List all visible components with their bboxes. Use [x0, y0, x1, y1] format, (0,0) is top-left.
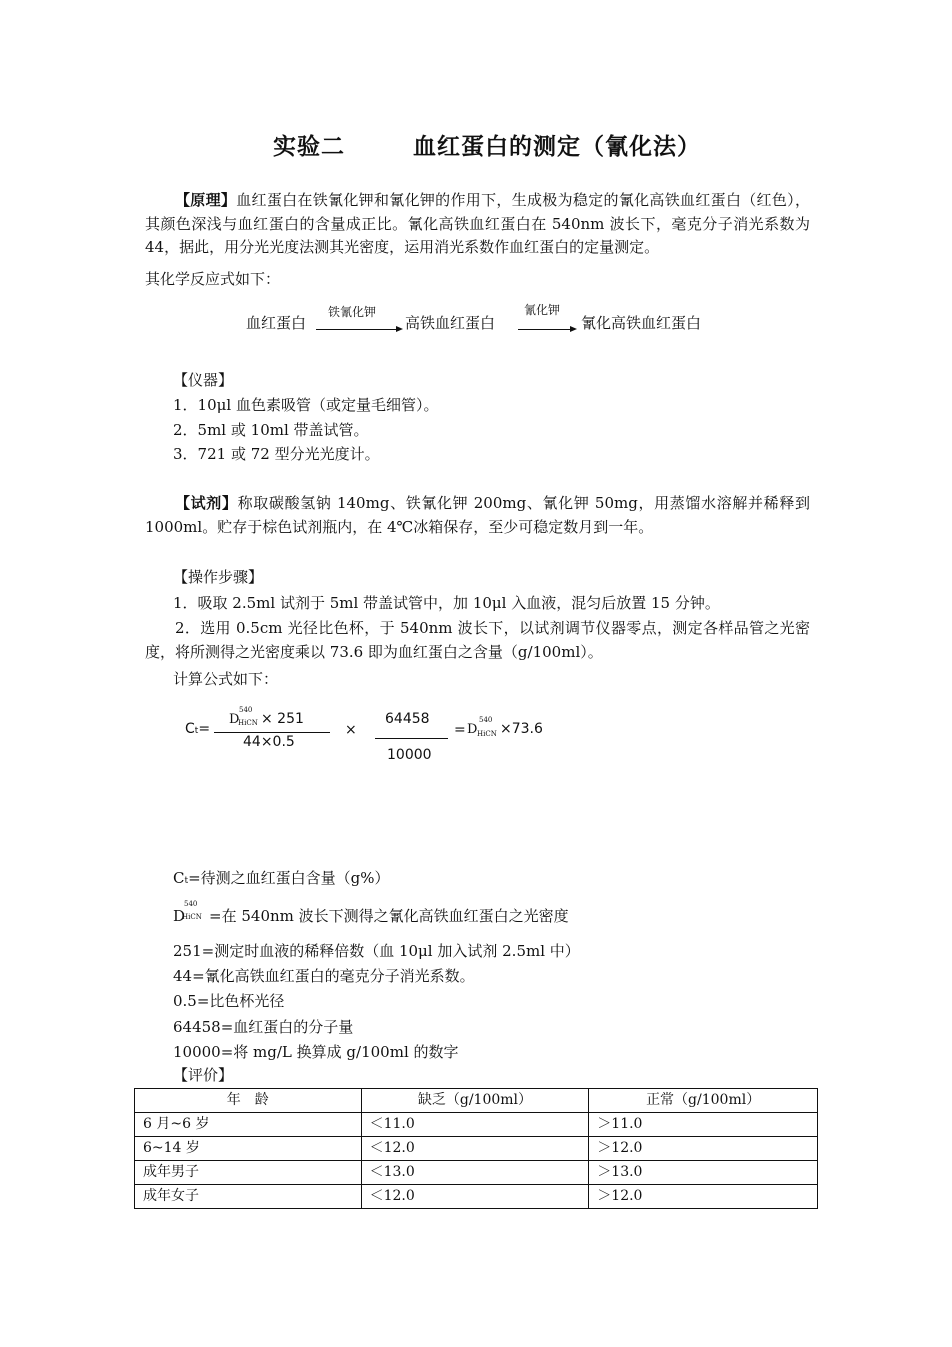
title-left: 实验二 [273, 133, 345, 160]
procedure-step-2: 2．选用 0.5cm 光径比色杯，于 540nm 波长下，以试剂调节仪器零点，测定各样品管之光密度，将所测得之光密度乘以 73.6 即为血红蛋白之含量（g/100ml）。 [145, 619, 810, 661]
formula-intro: 计算公式如下： [173, 670, 279, 688]
reaction-reactant: 血红蛋白 [246, 314, 307, 332]
reagent-text: 称取碳酸氢钠 140mg、铁氰化钾 200mg、氰化钾 50mg，用蒸馏水溶解并稀释到 1000ml。贮存于棕色试剂瓶内，在 4℃冰箱保存，至少可稳定数月到一年。 [145, 494, 810, 536]
formula-denominator-1: 44×0.5 [243, 734, 295, 750]
formula-rhs-sup: 540 [479, 716, 493, 724]
reagent-label: 【试剂】 [175, 494, 238, 512]
fraction-line-1 [214, 732, 330, 733]
table-row [135, 1113, 818, 1137]
fraction-line-2 [375, 738, 448, 739]
table-cell: ＜11.0 [361, 1113, 589, 1137]
reaction-reagent-1: 铁氰化钾 [328, 305, 377, 319]
reaction-product: 氰化高铁血红蛋白 [581, 314, 702, 332]
procedure-label: 【操作步骤】 [173, 568, 264, 586]
definition-item: 64458=血红蛋白的分子量 [173, 1018, 354, 1036]
definition-d [173, 905, 569, 927]
definition-item: 10000=将 mg/L 换算成 g/100ml 的数字 [173, 1043, 459, 1061]
def-d-sub: HiCN [182, 913, 202, 921]
arrow-head-icon [396, 326, 403, 332]
table-cell: ＜12.0 [361, 1137, 589, 1161]
procedure-step-1: 1．吸取 2.5ml 试剂于 5ml 带盖试管中，加 10μl 入血液，混匀后放置 15 分钟。 [173, 594, 720, 612]
formula-numerator-2: 64458 [385, 711, 430, 727]
reaction-arrow-2 [518, 329, 570, 330]
formula-times: × [345, 722, 357, 738]
table-cell: ＞12.0 [589, 1185, 818, 1209]
formula-d-sup: 540 [239, 706, 253, 714]
instrument-item: 1．10μl 血色素吸管（或定量毛细管）。 [173, 396, 439, 414]
def-ct-c: C [173, 869, 185, 887]
table-cell: 6~14 岁 [135, 1137, 362, 1161]
def-d: D [173, 907, 186, 925]
formula-rhs-rest: ×73.6 [500, 721, 543, 737]
reaction-intro: 其化学反应式如下： [145, 270, 281, 288]
table-header-row [135, 1089, 818, 1113]
reagent-paragraph [145, 492, 810, 539]
table-header: 正常（g/100ml） [589, 1089, 818, 1113]
table-cell: ＞11.0 [589, 1113, 818, 1137]
instrument-item: 2．5ml 或 10ml 带盖试管。 [173, 421, 369, 439]
formula-d-sub: HiCN [238, 719, 258, 727]
def-d-text: =在 540nm 波长下测得之氰化高铁血红蛋白之光密度 [209, 907, 569, 925]
evaluation-label: 【评价】 [173, 1066, 234, 1084]
table-cell: ＞12.0 [589, 1137, 818, 1161]
formula-eq: = [198, 721, 211, 737]
definition-item: 251=测定时血液的稀释倍数（血 10μl 加入试剂 2.5ml 中） [173, 942, 580, 960]
principle-text: 血红蛋白在铁氰化钾和氰化钾的作用下，生成极为稳定的氰化高铁血红蛋白（红色），其颜色深浅与血红蛋白的含量成正比。氰化高铁血红蛋白在 540nm 波长下，毫克分子消光系数为 44，据此，用分光光度法测其光密度，运用消光系数作血红蛋白的定量测定。 [145, 191, 810, 256]
instruments-label: 【仪器】 [173, 371, 234, 389]
formula-lhs-sub: t [194, 726, 199, 736]
instrument-item: 3．721 或 72 型分光光度计。 [173, 445, 380, 463]
arrow-head-icon [570, 326, 577, 332]
table-cell: ＜13.0 [361, 1161, 589, 1185]
table-cell: ＞13.0 [589, 1161, 818, 1185]
table-cell: 成年男子 [135, 1161, 362, 1185]
table-cell: ＜12.0 [361, 1185, 589, 1209]
evaluation-table [134, 1088, 818, 1209]
formula-d: D [229, 712, 240, 727]
table-header: 年 龄 [135, 1089, 362, 1113]
definition-ct [173, 867, 390, 892]
formula-rhs-d: D [467, 722, 478, 737]
formula-num1-rest: × 251 [261, 711, 304, 727]
table-row [135, 1185, 818, 1209]
def-ct-text: =待测之血红蛋白含量（g%） [188, 869, 390, 887]
principle-paragraph [145, 189, 810, 260]
table-row [135, 1161, 818, 1185]
principle-label: 【原理】 [175, 191, 237, 209]
definition-item: 0.5=比色杯光径 [173, 992, 285, 1010]
formula-rhs-sub: HiCN [477, 730, 497, 738]
def-ct-sub: t [184, 876, 189, 886]
reaction-reagent-2: 氰化钾 [524, 303, 561, 317]
table-row [135, 1137, 818, 1161]
formula-eq-2: = [454, 722, 466, 738]
table-header: 缺乏（g/100ml） [361, 1089, 589, 1113]
page-title: 血红蛋白的测定（氰化法） [413, 133, 701, 160]
formula-denominator-2: 10000 [387, 747, 432, 763]
formula-lhs [185, 721, 210, 737]
reaction-arrow-1 [316, 329, 396, 330]
formula-lhs-c: C [185, 721, 195, 737]
table-cell: 6 月~6 岁 [135, 1113, 362, 1137]
definition-item: 44=氰化高铁血红蛋白的毫克分子消光系数。 [173, 967, 475, 985]
def-d-sup: 540 [184, 900, 198, 908]
reaction-intermediate: 高铁血红蛋白 [405, 314, 496, 332]
table-cell: 成年女子 [135, 1185, 362, 1209]
